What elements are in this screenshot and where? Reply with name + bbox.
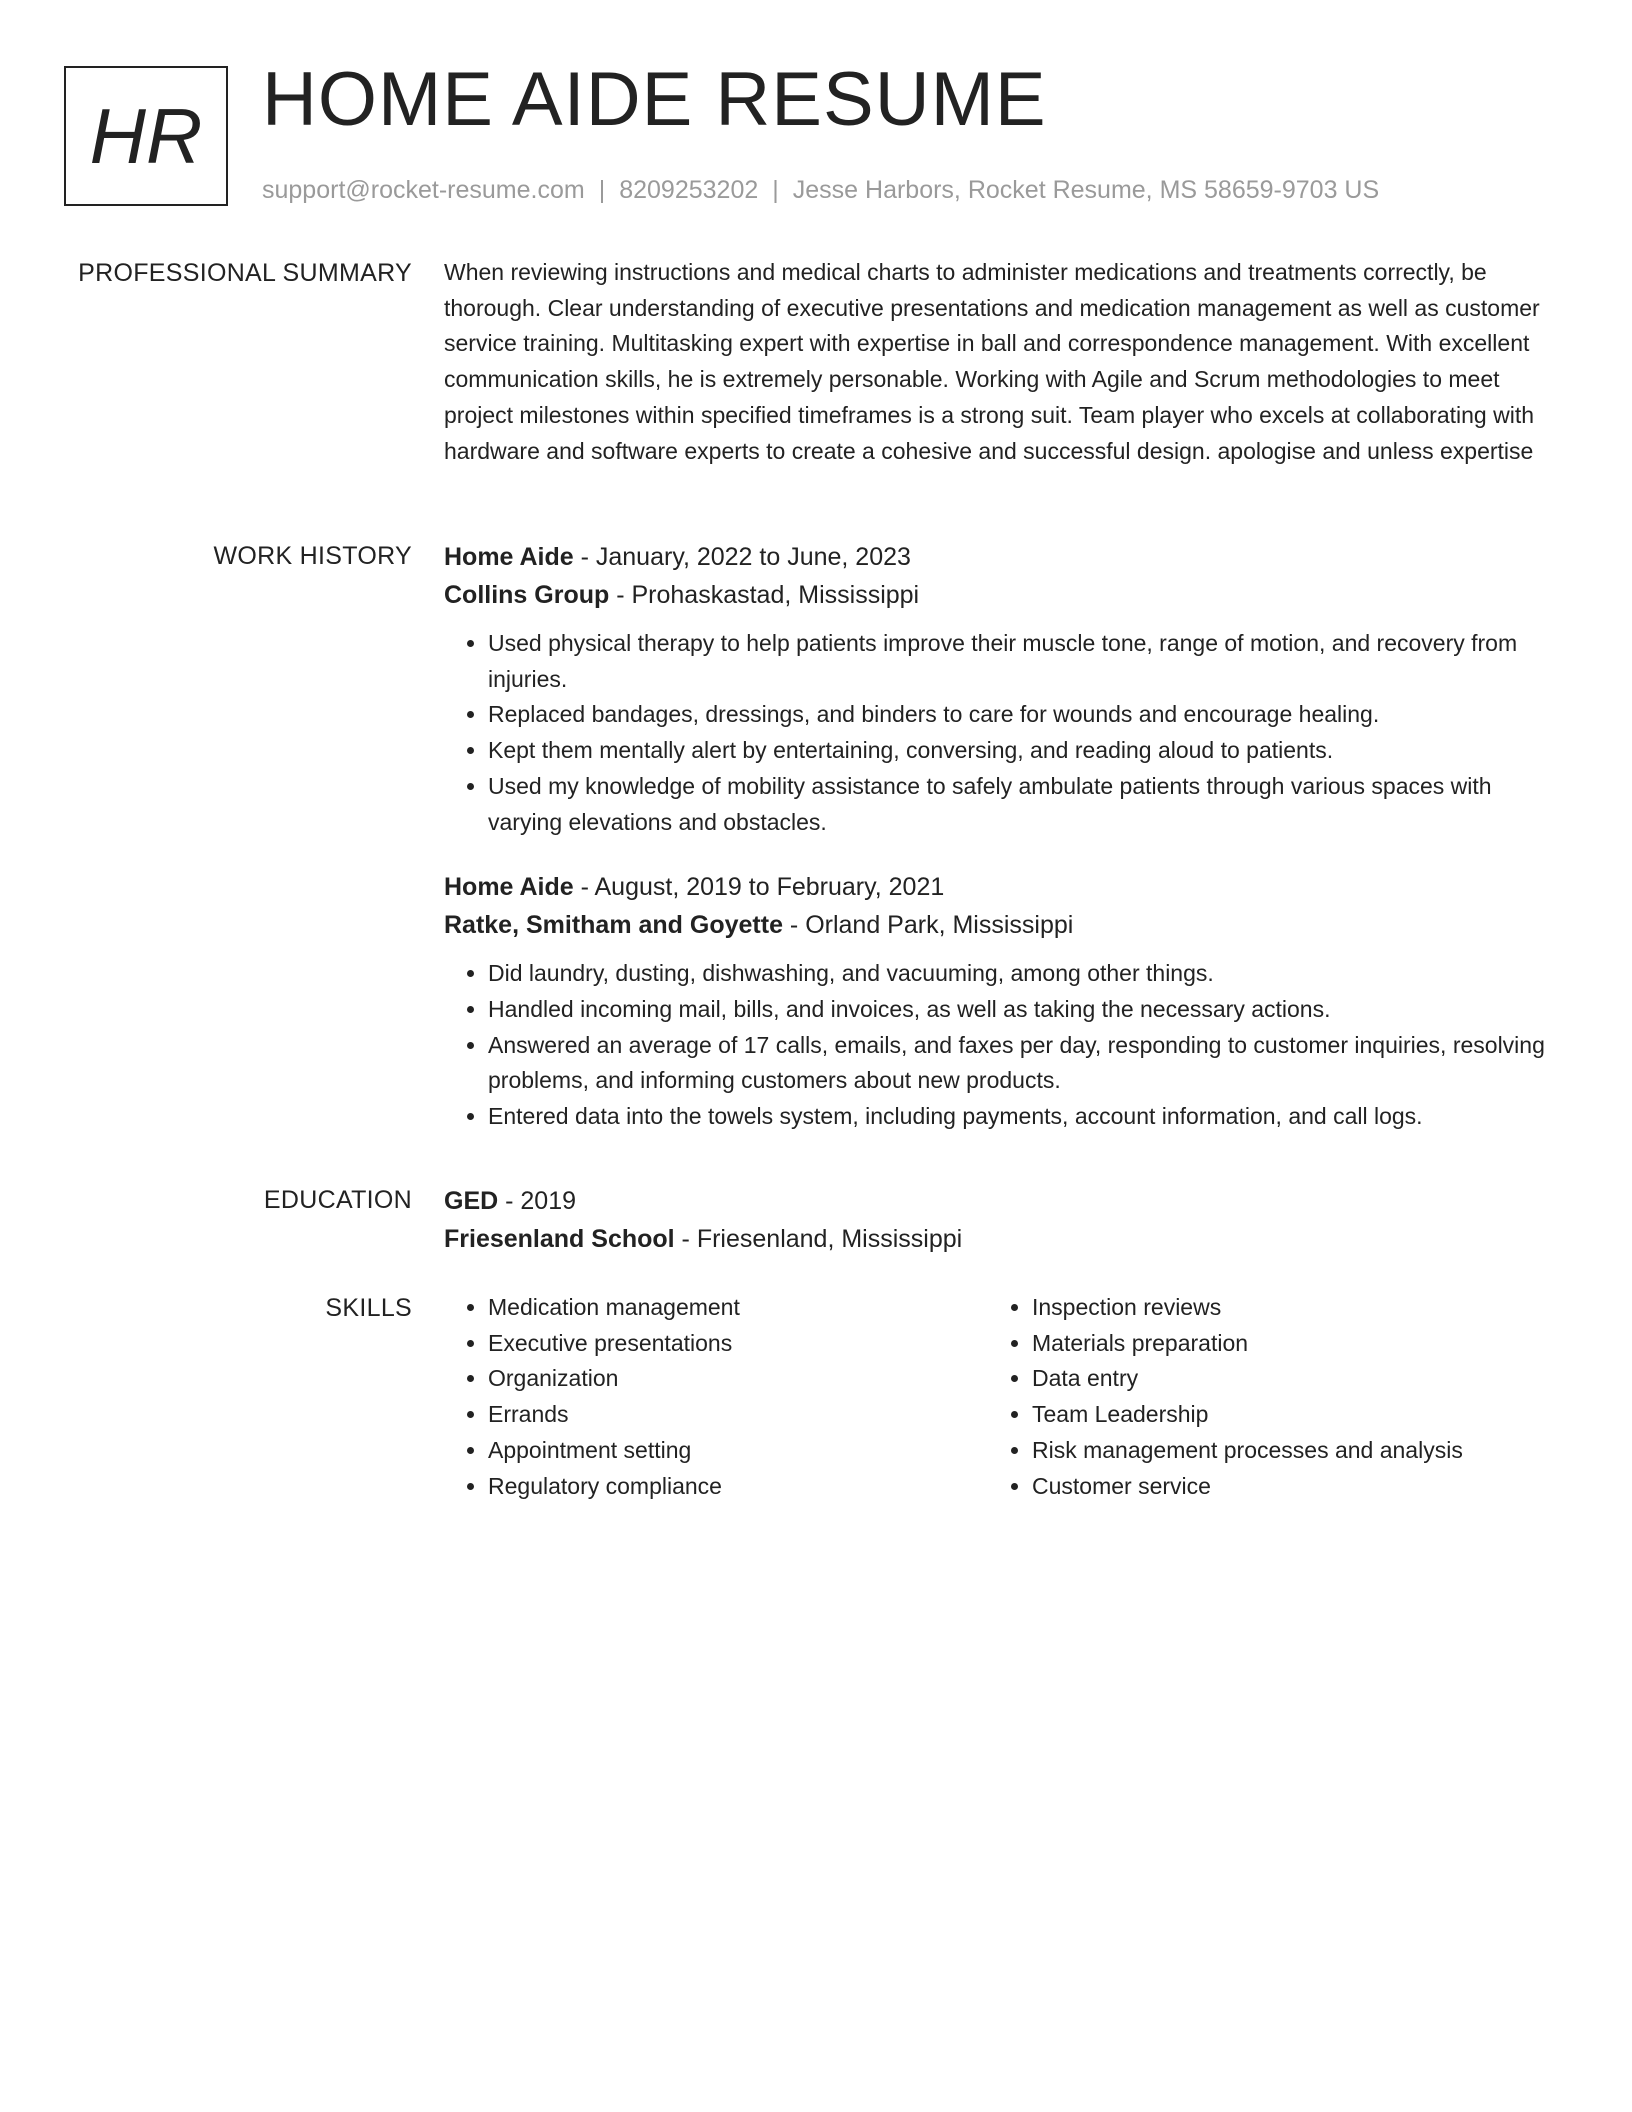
skill-item: • Team Leadership bbox=[1032, 1397, 1552, 1433]
skills-body bbox=[444, 1290, 1560, 1504]
skill-item: • Errands bbox=[488, 1397, 988, 1433]
contact-phone: 8209253202 bbox=[619, 176, 759, 204]
skills-column-left bbox=[444, 1290, 988, 1504]
contact-email: support@rocket-resume.com bbox=[262, 176, 585, 204]
summary-body bbox=[444, 255, 1560, 469]
job-company-line bbox=[444, 906, 1560, 944]
contact-address: Jesse Harbors, Rocket Resume, MS 58659-9703 US bbox=[792, 176, 1380, 204]
education-degree-line bbox=[444, 1182, 1560, 1220]
job-bullet: • Answered an average of 17 calls, emails, and faxes per day, responding to customer inquiries, resolving problems, and informing customers about new products. bbox=[488, 1028, 1560, 1099]
job-bullet: • Used my knowledge of mobility assistance to safely ambulate patients through various spaces with varying elevations and obstacles. bbox=[488, 769, 1560, 840]
job-bullet: • Kept them mentally alert by entertaining, conversing, and reading aloud to patients. bbox=[488, 733, 1560, 769]
skills-column-right bbox=[988, 1290, 1552, 1504]
job-title-line bbox=[444, 538, 1560, 576]
skill-item: • Organization bbox=[488, 1361, 988, 1397]
skill-item: • Materials preparation bbox=[1032, 1326, 1552, 1362]
education-school: Friesenland School bbox=[444, 1225, 675, 1253]
job-company: Ratke, Smitham and Goyette bbox=[444, 911, 783, 940]
job-entry bbox=[444, 538, 1560, 840]
contact-separator: | bbox=[598, 176, 606, 204]
job-bullet: • Entered data into the towels system, including payments, account information, and call logs. bbox=[488, 1099, 1560, 1135]
contact-line bbox=[262, 172, 1379, 208]
job-title: Home Aide bbox=[444, 543, 574, 571]
education-body bbox=[444, 1182, 1560, 1258]
section-label-education: EDUCATION bbox=[263, 1186, 412, 1214]
job-bullet: • Replaced bandages, dressings, and binders to care for wounds and encourage healing. bbox=[488, 697, 1560, 733]
job-bullet: • Used physical therapy to help patients improve their muscle tone, range of motion, and recovery from injuries. bbox=[488, 626, 1560, 697]
skill-item: • Appointment setting bbox=[488, 1433, 988, 1469]
job-title-line bbox=[444, 868, 1560, 906]
initials-monogram: HR bbox=[64, 66, 228, 206]
skill-item: • Regulatory compliance bbox=[488, 1469, 988, 1505]
education-degree: GED bbox=[444, 1187, 499, 1215]
job-bullet: • Did laundry, dusting, dishwashing, and vacuuming, among other things. bbox=[488, 956, 1560, 992]
job-title: Home Aide bbox=[444, 873, 574, 902]
job-dates: - August, 2019 to February, 2021 bbox=[573, 873, 945, 902]
skill-item: • Data entry bbox=[1032, 1361, 1552, 1397]
skill-item: • Executive presentations bbox=[488, 1326, 988, 1362]
job-entry bbox=[444, 868, 1560, 1135]
skill-item: • Inspection reviews bbox=[1032, 1290, 1552, 1326]
job-dates: - January, 2022 to June, 2023 bbox=[573, 543, 911, 571]
skill-item: • Medication management bbox=[488, 1290, 988, 1326]
summary-text: When reviewing instructions and medical charts to administer medications and treatments correctly, be thorough. Clear understanding of executive presentations and medication management as well as customer service training. Multitasking expert with expertise in ball and correspondence management. With excellent communication skills, he is extremely personable. Working with Agile and Scrum methodologies to meet project milestones within specified timeframes is a strong suit. Team player who excels at collaborating with hardware and software experts to create a cohesive and successful design. apologise and unless expertise bbox=[444, 259, 1540, 464]
contact-separator: | bbox=[772, 176, 779, 204]
resume-title: HOME AIDE RESUME bbox=[262, 57, 1047, 142]
job-company-line bbox=[444, 576, 1560, 614]
skills-columns bbox=[444, 1290, 1560, 1504]
work-history-body bbox=[444, 538, 1560, 1135]
skill-item: • Risk management processes and analysis bbox=[1032, 1433, 1552, 1469]
section-label-summary: PROFESSIONAL SUMMARY bbox=[78, 259, 412, 287]
job-company: Collins Group bbox=[444, 581, 610, 609]
skill-item: • Customer service bbox=[1032, 1469, 1552, 1505]
section-label-work-history: WORK HISTORY bbox=[213, 542, 412, 570]
job-bullet: • Handled incoming mail, bills, and invoices, as well as taking the necessary actions. bbox=[488, 992, 1560, 1028]
job-location: - Prohaskastad, Mississippi bbox=[609, 581, 920, 609]
education-school-line bbox=[444, 1220, 1560, 1258]
job-location: - Orland Park, Mississippi bbox=[782, 911, 1074, 940]
education-year: - 2019 bbox=[498, 1187, 577, 1215]
education-location: - Friesenland, Mississippi bbox=[674, 1225, 963, 1253]
job-bullets bbox=[444, 626, 1560, 840]
job-bullets bbox=[444, 956, 1560, 1135]
section-label-skills: SKILLS bbox=[325, 1294, 412, 1322]
